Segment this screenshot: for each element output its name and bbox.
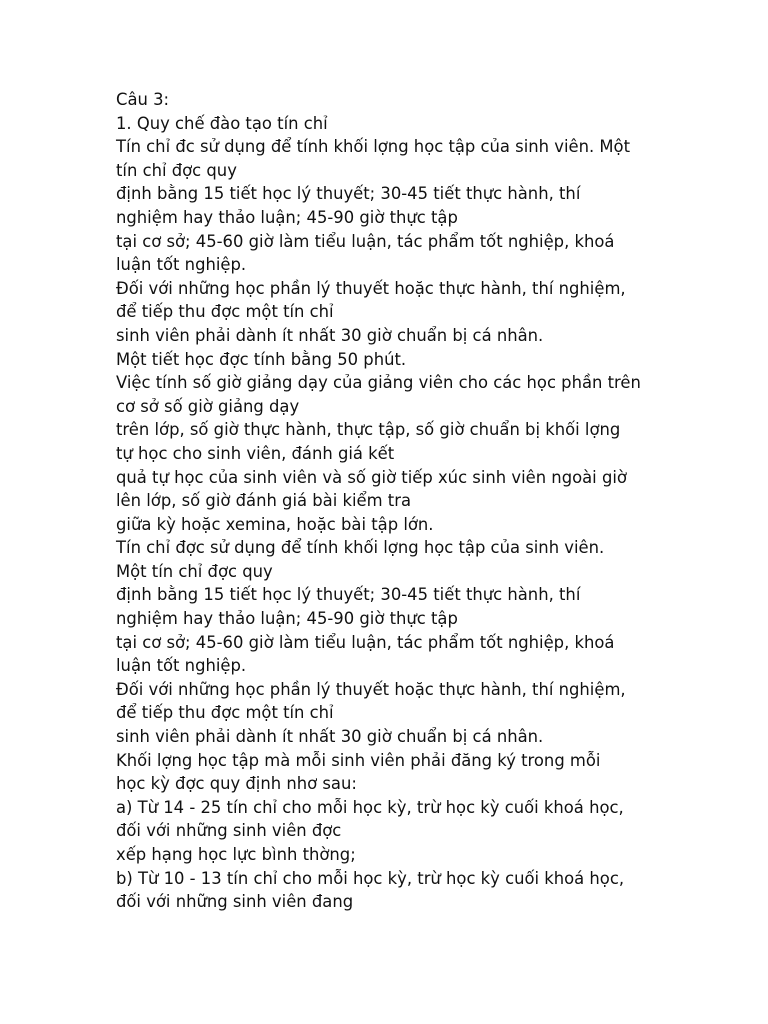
text-line: Đối với những học phần lý thuyết hoặc thực hành, thí nghiệm, xyxy=(116,679,626,699)
text-line: để tiếp thu đợc một tín chỉ xyxy=(116,703,334,723)
text-line: định bằng 15 tiết học lý thuyết; 30-45 tiết thực hành, thí xyxy=(116,184,581,204)
text-line: Đối với những học phần lý thuyết hoặc thực hành, thí nghiệm, xyxy=(116,278,626,298)
text-line: Khối lợng học tập mà mỗi sinh viên phải đăng ký trong mỗi xyxy=(116,750,601,770)
text-line: đối với những sinh viên đang xyxy=(116,892,354,912)
document-page xyxy=(116,88,661,914)
text-line: định bằng 15 tiết học lý thuyết; 30-45 tiết thực hành, thí xyxy=(116,585,581,605)
text-line: Tín chỉ đc sử dụng để tính khối lợng học tập của sinh viên. Một xyxy=(116,137,631,157)
text-line: trên lớp, số giờ thực hành, thực tập, số giờ chuẩn bị khối lợng xyxy=(116,420,621,440)
text-line: Một tín chỉ đợc quy xyxy=(116,561,273,581)
text-line: nghiệm hay thảo luận; 45-90 giờ thực tập xyxy=(116,207,458,227)
text-line: sinh viên phải dành ít nhất 30 giờ chuẩn bị cá nhân. xyxy=(116,727,544,747)
text-line: giữa kỳ hoặc xemina, hoặc bài tập lớn. xyxy=(116,514,434,534)
text-line: tín chỉ đợc quy xyxy=(116,160,237,180)
text-line: cơ sở số giờ giảng dạy xyxy=(116,396,300,416)
text-line: để tiếp thu đợc một tín chỉ xyxy=(116,302,334,322)
text-line: Một tiết học đợc tính bằng 50 phút. xyxy=(116,349,407,369)
text-line: 1. Quy chế đào tạo tín chỉ xyxy=(116,113,328,133)
text-line: tự học cho sinh viên, đánh giá kết xyxy=(116,443,395,463)
text-line: học kỳ đợc quy định nhơ sau: xyxy=(116,774,357,794)
text-line: sinh viên phải dành ít nhất 30 giờ chuẩn bị cá nhân. xyxy=(116,325,544,345)
text-line: b) Từ 10 - 13 tín chỉ cho mỗi học kỳ, trừ học kỳ cuối khoá học, xyxy=(116,868,625,888)
text-line: quả tự học của sinh viên và số giờ tiếp xúc sinh viên ngoài giờ xyxy=(116,467,627,487)
text-line: luận tốt nghiệp. xyxy=(116,255,247,275)
text-line: xếp hạng học lực bình thờng; xyxy=(116,845,356,864)
text-line: Tín chỉ đợc sử dụng để tính khối lợng học tập của sinh viên. xyxy=(116,538,605,558)
text-line: tại cơ sở; 45-60 giờ làm tiểu luận, tác phẩm tốt nghiệp, khoá xyxy=(116,632,615,652)
text-line: đối với những sinh viên đợc xyxy=(116,821,342,841)
text-line: a) Từ 14 - 25 tín chỉ cho mỗi học kỳ, trừ học kỳ cuối khoá học, xyxy=(116,797,624,817)
text-line: tại cơ sở; 45-60 giờ làm tiểu luận, tác phẩm tốt nghiệp, khoá xyxy=(116,231,615,251)
text-line: nghiệm hay thảo luận; 45-90 giờ thực tập xyxy=(116,609,458,629)
text-line: lên lớp, số giờ đánh giá bài kiểm tra xyxy=(116,491,411,511)
text-line: Việc tính số giờ giảng dạy của giảng viên cho các học phần trên xyxy=(116,373,641,393)
text-line: Câu 3: xyxy=(116,90,170,109)
text-line: luận tốt nghiệp. xyxy=(116,656,247,676)
